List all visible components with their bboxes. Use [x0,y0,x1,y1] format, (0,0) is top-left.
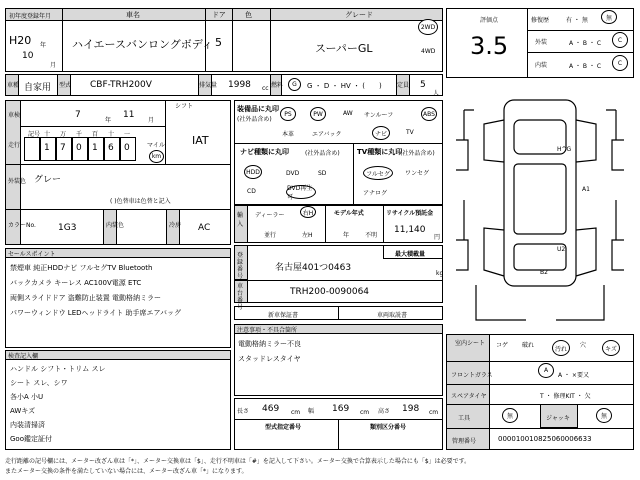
import-parallel: 並行 [264,232,277,239]
drive-2wd-circle: 2WD [418,19,438,35]
model-year-unit: 年 [343,232,350,239]
month-unit: 月 [50,62,57,69]
odo-header-6: 一 [124,131,131,138]
exterior-note: ( )色替車は色替と記入 [110,198,171,205]
odo-digit-5: 0 [124,143,130,153]
seat-item: 破れ [522,342,535,349]
plate-label: 車種 [7,82,20,89]
width-value: 169 [332,404,350,414]
score-label: 評価点 [480,17,499,24]
ac-value: AC [198,223,211,233]
seat-item: 汚れ [552,340,570,356]
model-year-label: モデル年式 [334,210,364,217]
inspection-note-line: AWキズ [10,407,36,415]
diagram-mark-hg: H^G [557,146,572,153]
seat-label: 室内シート [455,340,486,347]
repair-label: 修復歴 [531,17,550,24]
nav-item: CD [247,188,256,195]
nav-item: HDD [244,165,262,179]
recycle-value: 11,140 [394,225,426,235]
jack-circle: 無 [596,408,612,423]
inspection-label: 車検 [8,112,21,119]
length-label: 長さ [237,408,250,415]
ext-label: 外装 [535,39,548,46]
height-label: 高さ [378,408,391,415]
special-title: 注意事項・不具合箇所 [237,327,298,334]
reg-era: H20 [9,34,32,47]
odo-header-3: 千 [76,131,83,138]
ext-circle: C [612,32,628,48]
import-dealer: ディーラー [255,212,285,219]
car-name-label: 車名 [126,11,140,19]
odo-digit-4: 6 [108,143,114,153]
reg-number-value: 名古屋401つ0463 [275,263,352,273]
score-value: 3.5 [470,32,509,60]
seat-item: キズ [602,340,620,356]
fuel-options: G ・ D ・ HV ・ ( ) [307,82,382,90]
length-unit: cm [291,409,301,416]
interior-label: 内装色 [106,222,125,229]
equipment-item: PS [280,107,296,121]
sales-points-title: セールスポイント [8,251,56,258]
odo-header-4: 百 [92,131,99,138]
tv-title: TV種類に丸印 [357,148,403,156]
warranty-label: 新車保証書 [268,312,299,319]
import-left: 左H [302,232,313,239]
equipment-item: TV [406,129,414,136]
diagram-mark-b2: B2 [540,269,548,276]
ext-grades: A ・ B ・ C [569,40,602,47]
odo-digit-2: 0 [76,143,82,153]
model-value: CBF-TRH200V [90,80,152,90]
seat-item: コゲ [496,342,509,349]
tv-subtitle: (社外品含め) [400,150,435,157]
odo-cell [24,137,40,161]
recycle-label: リサイクル預託金 [386,210,434,217]
max-load-label: 最大積載量 [395,251,426,258]
grade-label: グレード [345,11,373,19]
model-year-value: 不明 [365,232,378,239]
displacement-label: 排気量 [199,82,218,89]
shift-value: IAT [192,134,209,147]
recycle-unit: 円 [434,234,441,241]
displacement-value: 1998 [228,80,251,90]
reg-month: 10 [22,51,34,61]
inspection-month: 11 [123,110,135,120]
fuel-g-circle: G [288,78,301,91]
equipment-item: PW [310,107,326,121]
mile-unit: マイル [147,142,165,149]
plate-value: 自家用 [24,83,52,93]
manual-label: 車両取説書 [377,312,408,319]
mgmt-value: 000010010825060006633 [498,435,592,443]
int-grades: A ・ B ・ C [569,63,602,70]
odo-header-0: 記号 [28,131,41,138]
nav-item: SD [318,170,327,177]
footer-line2: またメーター交換の条件を満たしていない場合には、メーター改ざん車「*」になります。 [5,468,248,475]
tv-item: アナログ [363,190,388,197]
sales-point-line: 禁煙車 純正HDDナビ フルセグTV Bluetooth [10,264,153,272]
odo-header-5: 十 [108,131,115,138]
km-circle: km [149,150,164,163]
cc-unit: cc [262,85,269,92]
glass-options: A ・ ×要又 [558,372,589,379]
equipment-item: ABS [421,107,437,121]
odo-digit-1: 7 [60,143,66,153]
shift-label: シフト [175,103,194,110]
inspection-month-unit: 月 [148,117,155,124]
color-code-value: 1G3 [58,223,77,233]
inspection-note-line: ハンドル シフト・トリム スレ [10,365,106,373]
class-label: 類別区分番号 [370,424,407,431]
exterior-label: 外装色 [8,178,27,185]
footer-line1: 走行距離の記号欄には、メーター改ざん車は「*」、メーター交換車は「$」、走行不明車は「#」を記入して下さい。メーター交換で合算表示した場合にも「$」は必要です。 [5,458,471,465]
tv-item: フルセグ [363,166,393,180]
exterior-value: グレー [34,175,62,185]
nav-item: DVD [286,170,300,177]
import-right-circle: 右H [300,206,316,218]
reg-number-label: 登録番号 [237,252,244,280]
sales-point-line: バックカメラ キーレス AC100V電源 ETC [10,279,142,287]
sales-point-line: パワーウィンドウ LEDヘッドライト 助手席エアバッグ [10,309,181,317]
inspection-note-line: 各小A 小U [10,393,44,401]
tv-item: ワンセグ [405,170,430,177]
model-label: 型式 [59,82,72,89]
mileage-label: 走行 [8,142,21,149]
inspection-notes-title: 検査記入欄 [8,353,39,360]
vehicle-diagram [446,80,634,332]
car-name: ハイエースバンロングボディ [72,38,213,51]
odo-digit-0: 1 [44,143,50,153]
max-load-unit: kg [436,270,444,277]
height-value: 198 [402,404,420,414]
sales-point-line: 両側スライドドア 盗難防止装置 電動格納ミラー [10,294,162,302]
inspection-year-unit: 年 [105,117,112,124]
equipment-title: 装備品に丸印 [237,105,279,113]
seat-item: 穴 [580,342,587,349]
fuel-label: 燃料 [271,82,284,89]
reg-date-label: 初年度登録年月 [9,13,52,20]
type-label: 型式指定番号 [265,424,302,431]
glass-label: フロントガラス [451,372,493,379]
repair-options: 有 ・ 無 [566,17,588,24]
nav-subtitle: (社外品含め) [305,150,340,157]
import-label: 輸入 [237,212,244,228]
odo-digit-3: 1 [92,143,98,153]
door-label: ドア [212,11,226,19]
diagram-mark-u2: U2 [557,246,566,253]
special-note-line: スタッドレスタイヤ [238,355,301,363]
equipment-subtitle: (社外品含め) [237,116,272,123]
equipment-item: エアバック [312,131,342,138]
equipment-item: ナビ [372,126,390,140]
nav-item: DVD再生可 [286,185,316,199]
diagram-mark-a1: A1 [582,186,590,193]
odo-header-1: 十 [44,131,51,138]
odo-header-2: 万 [60,131,67,138]
nav-title: ナビ種類に丸印 [240,148,289,156]
repair-circle: 無 [601,10,617,24]
inspection-note-line: シート スレ、シワ [10,379,68,387]
frame-label: 車台番号 [237,283,244,311]
height-unit: cm [429,409,439,416]
int-circle: C [612,55,628,71]
spare-options: T ・ 修理KIT ・ 欠 [540,393,591,400]
width-label: 幅 [308,408,315,415]
tool-label: 工具 [458,415,471,422]
color-label: 色 [245,11,252,19]
ac-label: 冷房 [169,222,182,229]
jack-label: ジャッキ [546,415,570,422]
inspection-note-line: Goo鑑定証付 [10,435,52,443]
equipment-item: 本革 [282,131,295,138]
capacity-label: 定員 [397,82,410,89]
grade-value: スーパーGL [315,42,373,55]
mgmt-label: 管理番号 [452,438,477,445]
color-code-label: カラーNo. [8,222,36,229]
width-unit: cm [360,409,370,416]
glass-circle: A [538,363,554,378]
capacity-value: 5 [420,80,426,90]
frame-value: TRH200-0090064 [290,287,370,297]
equipment-item: サンルーフ [364,112,394,119]
length-value: 469 [262,404,280,414]
capacity-unit: 人 [433,90,440,97]
spare-label: スペアタイヤ [451,393,487,400]
tool-circle: 無 [502,408,518,423]
special-note-line: 電動格納ミラー不良 [238,340,301,348]
inspection-year: 7 [75,110,81,120]
year-unit: 年 [40,42,47,49]
inspection-note-line: 内装清掃済 [10,421,45,429]
equipment-item: AW [343,110,353,117]
door-count: 5 [215,36,222,49]
drive-4wd: 4WD [421,48,436,55]
int-label: 内装 [535,62,548,69]
